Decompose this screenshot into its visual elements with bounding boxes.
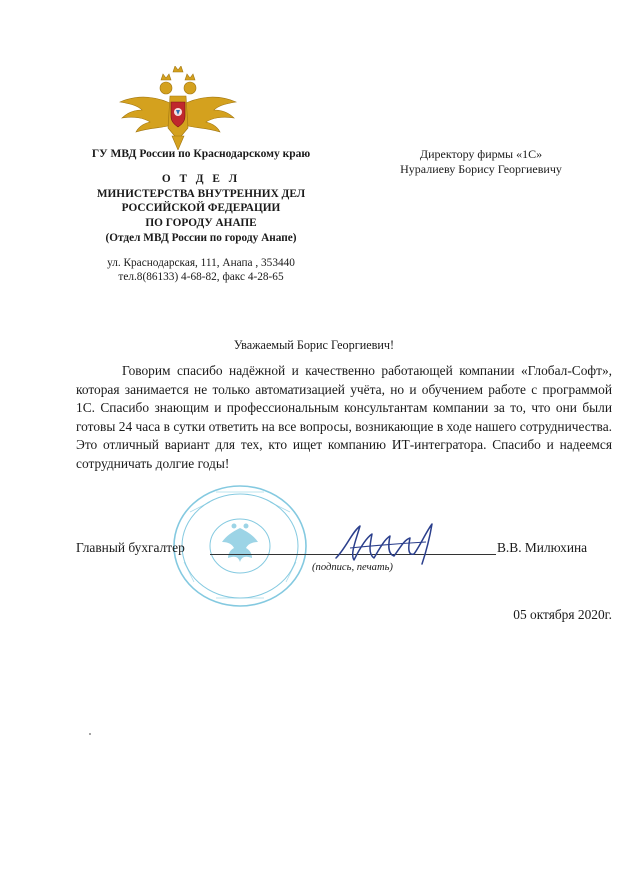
double-headed-eagle-emblem-icon: [118, 66, 238, 150]
otdel-title: О Т Д Е Л: [161, 172, 241, 185]
ministry-line-1: МИНИСТЕРСТВА ВНУТРЕННИХ ДЕЛ: [96, 187, 306, 200]
recipient-name: Нуралиеву Борису Георгиевичу: [400, 162, 562, 176]
recipient-title: Директору фирмы «1С»: [419, 147, 543, 161]
sender-address-block: [64, 256, 338, 284]
letter-body: Говорим спасибо надёжной и качественно работающей компании «Глобал-Софт», которая занимается не только автоматизацией учёта, но и обучением работе с программой 1С. Спасибо знающим и профессиональным консультантам компании за то, что они были готовы 24 часа в сутки ответить на все вопросы, возникающие в ходе нашего сотрудничества. Это отличный вариант для тех, кто ищет компанию ИТ-интегратора. Спасибо и надеемся сотрудничать долгие годы!: [76, 363, 612, 471]
letter-date: 05 октября 2020г.: [513, 607, 612, 622]
signatory-name: В.В. Милюхина: [497, 540, 588, 555]
ministry-paren: (Отдел МВД России по городу Анапе): [105, 231, 297, 244]
recipient-block: [366, 147, 596, 177]
signature-caption: (подпись, печать): [312, 562, 393, 573]
ministry-line-3: ПО ГОРОДУ АНАПЕ: [145, 217, 257, 230]
sender-phone: тел.8(86133) 4-68-82, факс 4-28-65: [118, 271, 284, 283]
sender-address: ул. Краснодарская, 111, Анапа , 353440: [107, 257, 295, 269]
greeting: Уважаемый Борис Георгиевич!: [233, 338, 395, 352]
department-short: ГУ МВД России по Краснодарскому краю: [91, 148, 311, 160]
sender-block: [64, 147, 338, 246]
ministry-line-2: РОССИЙСКОЙ ФЕДЕРАЦИИ: [121, 202, 281, 215]
scan-speck: [89, 733, 91, 735]
signatory-role: Главный бухгалтер: [76, 540, 185, 555]
